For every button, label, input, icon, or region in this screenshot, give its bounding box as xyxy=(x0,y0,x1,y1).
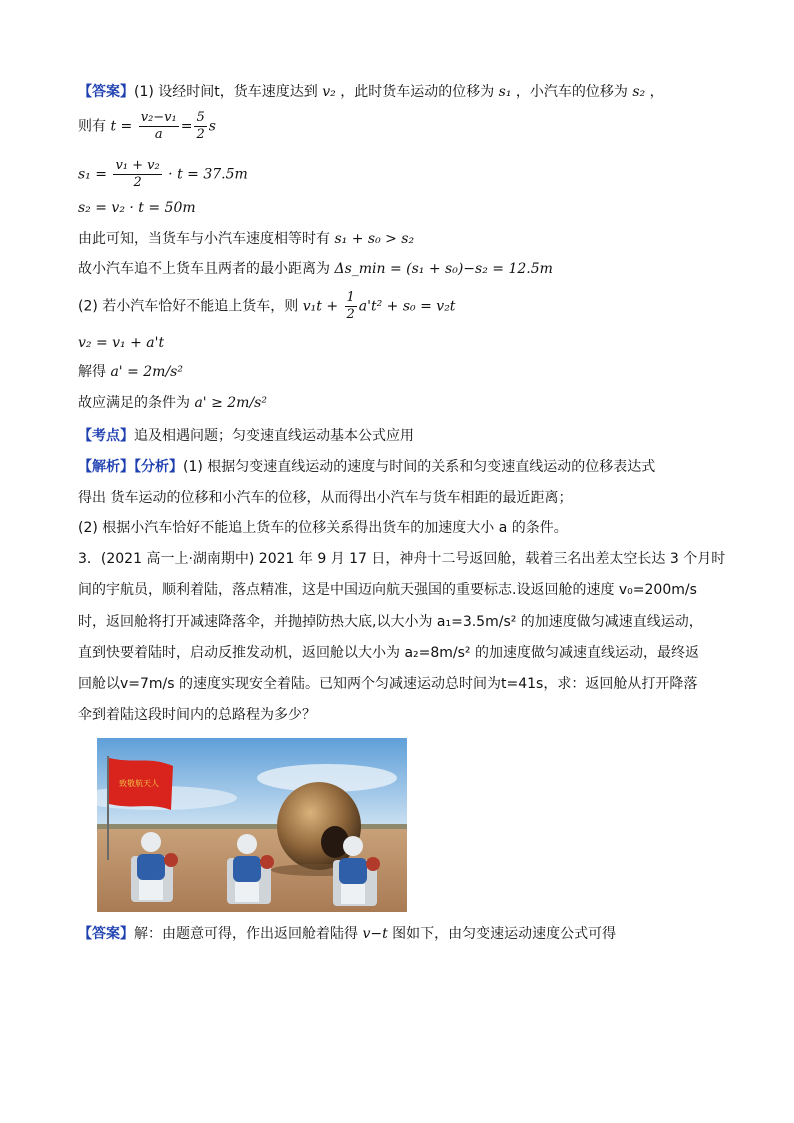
fraction: $\frac{\text{v₂−v₁}}{a}$ xyxy=(140,110,177,142)
answer-line-6: 故小汽车追不上货车且两者的最小距离为 Δs_min = (s₁ + s₀)−s₂ = 12.5m xyxy=(78,261,553,277)
answer-line-10: 故应满足的条件为 a' ≥ 2m/s² xyxy=(78,395,267,411)
astronauts-landing-photo xyxy=(97,738,407,912)
svg-text:致敬航天人: 致敬航天人 xyxy=(119,779,159,788)
jiexi-line-1: 【解析】【分析】(1) 根据匀变速直线运动的速度与时间的关系和匀变速直线运动的位移表达式 xyxy=(78,459,656,475)
answer-line-1: 【答案】(1) 设经时间t，货车速度达到 v₂ ，此时货车运动的位移为 s₁ ，小汽车的位移为 s₂ ， xyxy=(78,84,664,100)
kaodian-tag: 【考点】 xyxy=(78,428,134,444)
jiexi-tag: 【解析】【分析】 xyxy=(78,459,183,475)
answer-line-2: 则有 t = $\frac{\text{v₂−v₁}}{a}$ = $\frac{5}{2}$ s xyxy=(78,110,216,142)
jiexi-line-3: (2) 根据小汽车恰好不能追上货车的位移关系得出货车的加速度大小 a 的条件。 xyxy=(78,520,568,536)
question-3-line-2: 间的宇航员，顺利着陆，落点精准，这是中国迈向航天强国的重要标志.设返回舱的速度 v₀=200m/s xyxy=(78,582,697,598)
jiexi-line-2: 得出 货车运动的位移和小汽车的位移，从而得出小汽车与货车相距的最近距离； xyxy=(78,490,573,506)
answer-line-7: (2) 若小汽车恰好不能追上货车，则 v₁t + $\frac{1}{2}$ a't² + s₀ = v₂t xyxy=(78,290,456,322)
answer-tag: 【答案】 xyxy=(78,84,134,100)
question-3-line-3: 时，返回舱将打开减速降落伞，并抛掉防热大底,以大小为 a₁=3.5m/s² 的加速度做匀减速直线运动， xyxy=(78,614,703,630)
answer-2-line: 【答案】解：由题意可得，作出返回舱着陆得 v−t 图如下，由匀变速运动速度公式可得 xyxy=(78,926,617,942)
question-3-line-4: 直到快要着陆时，启动反推发动机，返回舱以大小为 a₂=8m/s² 的加速度做匀减速直线运动，最终返 xyxy=(78,645,699,661)
answer-line-5: 由此可知，当货车与小汽车速度相等时有 s₁ + s₀ > s₂ xyxy=(78,231,415,247)
kaodian-line: 【考点】追及相遇问题；匀变速直线运动基本公式应用 xyxy=(78,428,414,444)
flag-text xyxy=(119,778,159,788)
answer-line-3: s₁ = $\frac{\text{v₁ + v₂}}{2}$ · t = 37.5m xyxy=(78,158,248,190)
answer-tag: 【答案】 xyxy=(78,926,134,942)
question-3-line-6: 伞到着陆这段时间内的总路程为多少？ xyxy=(78,707,316,723)
question-3-line-1: 3．(2021 高一上·湖南期中) 2021 年 9 月 17 日，神舟十二号返回舱，载着三名出差太空长达 3 个月时 xyxy=(78,551,726,567)
fraction: $\frac{5}{2}$ xyxy=(196,110,205,142)
answer-line-9: 解得 a' = 2m/s² xyxy=(78,364,183,380)
fraction: $\frac{1}{2}$ xyxy=(346,290,355,322)
fraction: $\frac{\text{v₁ + v₂}}{2}$ xyxy=(115,158,160,190)
answer-line-8: v₂ = v₁ + a't xyxy=(78,335,165,351)
question-3-line-5: 回舱以v=7m/s 的速度实现安全着陆。已知两个匀减速运动总时间为t=41s，求：返回舱从打开降落 xyxy=(78,676,698,692)
answer-line-4: s₂ = v₂ · t = 50m xyxy=(78,200,196,216)
